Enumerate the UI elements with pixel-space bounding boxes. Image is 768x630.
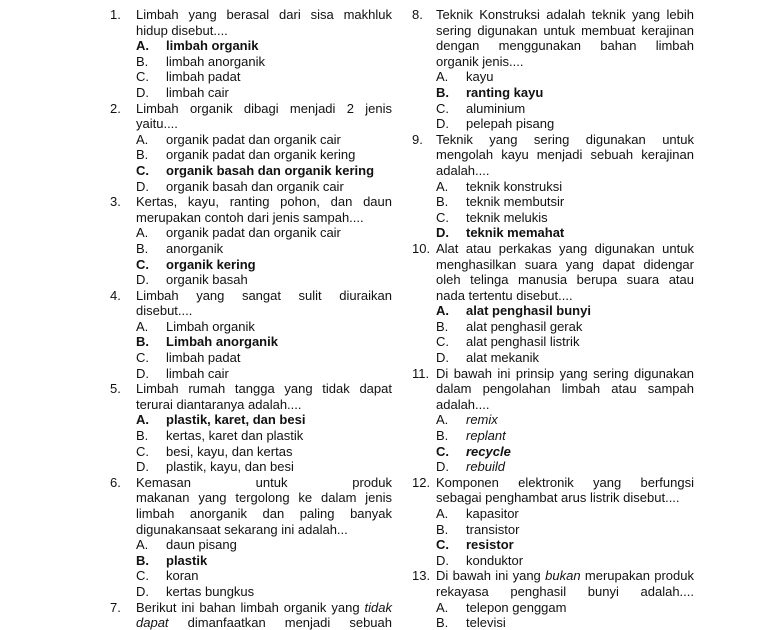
question-stem-line — [108, 381, 392, 397]
answer-option — [108, 459, 392, 475]
question-stem-line — [136, 23, 392, 39]
option-text: organik basah dan organik kering — [166, 162, 375, 178]
question-number: 6. — [110, 474, 121, 490]
answer-option — [406, 179, 694, 195]
question-number: 1. — [110, 7, 121, 22]
question-stem-line — [436, 381, 694, 397]
question-stem-line — [136, 490, 392, 506]
option-letter: C. — [136, 256, 149, 272]
question-text: tidak — [364, 599, 392, 615]
option-text: alat penghasil bunyi — [466, 303, 591, 319]
option-letter: C. — [436, 100, 449, 116]
option-letter: D. — [436, 225, 449, 241]
question-stem-line — [108, 194, 392, 210]
answer-option — [108, 584, 392, 600]
answer-option — [406, 615, 694, 630]
option-text: daun pisang — [166, 537, 237, 553]
question-stem-line — [108, 600, 392, 616]
question-text: hidup disebut.... — [136, 22, 228, 38]
question-text: dengan menggunakan bahan limbah — [436, 38, 694, 54]
option-text: televisi — [466, 615, 506, 630]
question-number: 12. — [412, 474, 431, 490]
answer-option-correct — [108, 334, 392, 350]
option-text: Limbah organik — [166, 318, 255, 334]
option-letter: A. — [136, 131, 149, 147]
answer-option — [108, 147, 392, 163]
option-text: teknik konstruksi — [466, 178, 563, 194]
question-stem-line — [436, 38, 694, 54]
option-text: transistor — [466, 521, 520, 537]
option-letter: D. — [436, 116, 449, 132]
question-stem-line — [108, 288, 392, 304]
question-stem-line — [136, 506, 392, 522]
option-letter: C. — [436, 537, 449, 553]
question-stem-line — [406, 241, 694, 257]
answer-option-correct — [406, 225, 694, 241]
option-letter: A. — [436, 69, 449, 85]
option-text: konduktor — [466, 552, 524, 568]
option-letter: B. — [436, 84, 449, 100]
option-text: pelepah pisang — [466, 116, 555, 132]
option-letter: C. — [136, 69, 149, 85]
answer-option — [108, 366, 392, 382]
answer-option-correct — [406, 444, 694, 460]
option-text: limbah organik — [166, 38, 259, 54]
option-text: resistor — [466, 537, 514, 553]
option-letter: B. — [136, 428, 149, 444]
question-number: 8. — [412, 7, 423, 22]
question-text: merupakan contoh dari jenis sampah.... — [136, 209, 364, 225]
option-letter: B. — [136, 552, 149, 568]
question — [406, 366, 694, 475]
question — [406, 132, 694, 241]
question-text: digunakansaat sekarang ini adalah... — [136, 521, 348, 537]
question-stem-line — [436, 397, 694, 413]
question-text: terurai diantaranya adalah.... — [136, 396, 302, 412]
answer-option — [108, 272, 392, 288]
option-letter: A. — [436, 506, 449, 521]
option-letter: A. — [136, 225, 149, 241]
answer-option — [406, 101, 694, 117]
question-stem-line — [436, 163, 694, 179]
option-letter: B. — [436, 615, 449, 630]
option-letter: D. — [436, 459, 449, 475]
answer-option — [406, 319, 694, 335]
option-letter: B. — [436, 318, 449, 334]
answer-option — [108, 179, 392, 195]
question-stem-line — [436, 23, 694, 39]
question-text: nada tertentu disebut.... — [436, 287, 573, 303]
answer-option-correct — [108, 38, 392, 54]
question-text: bukan — [545, 568, 581, 584]
question — [108, 475, 392, 600]
option-text: kayu — [466, 69, 494, 85]
option-text: koran — [166, 568, 199, 584]
answer-option — [108, 132, 392, 148]
question-text: sebagai penghambat arus listrik disebut.... — [436, 490, 680, 506]
answer-option — [108, 54, 392, 70]
option-letter: B. — [436, 521, 449, 537]
question — [406, 241, 694, 366]
answer-option-correct — [108, 553, 392, 569]
question-text: mengolah kayu menjadi sebuah kerajinan — [436, 147, 694, 163]
answer-option — [406, 350, 694, 366]
answer-option — [108, 85, 392, 101]
question-number: 2. — [110, 100, 121, 116]
answer-option — [406, 69, 694, 85]
option-text: plastik — [166, 552, 208, 568]
answer-option — [108, 537, 392, 553]
option-letter: A. — [436, 178, 449, 194]
option-text: teknik memahat — [466, 225, 565, 241]
question — [108, 194, 392, 288]
question-text: Limbah yang sangat sulit diuraikan — [136, 287, 392, 303]
option-text: organik padat dan organik kering — [166, 147, 356, 163]
option-text: organik padat dan organik cair — [166, 131, 341, 147]
option-letter: A. — [436, 412, 449, 428]
question-stem-line — [136, 210, 392, 226]
answer-option — [108, 69, 392, 85]
option-text: alat penghasil listrik — [466, 334, 580, 350]
option-text: rebuild — [466, 459, 506, 475]
question — [108, 288, 392, 382]
question-text: Teknik Konstruksi adalah teknik yang lebih — [436, 7, 694, 22]
option-text: limbah cair — [166, 365, 229, 381]
answer-option — [108, 428, 392, 444]
option-text: limbah padat — [166, 69, 241, 85]
question-number: 13. — [412, 568, 431, 584]
option-text: limbah anorganik — [166, 53, 266, 69]
option-text: limbah padat — [166, 350, 241, 366]
answer-option — [108, 444, 392, 460]
option-text: limbah cair — [166, 84, 229, 100]
option-text: kertas bungkus — [166, 583, 255, 599]
question-text: organik jenis.... — [436, 53, 524, 69]
option-letter: D. — [136, 583, 149, 599]
answer-option — [406, 553, 694, 569]
option-text: organik basah dan organik cair — [166, 178, 344, 194]
answer-option — [108, 241, 392, 257]
question-stem-line — [136, 615, 392, 630]
option-text: besi, kayu, dan kertas — [166, 443, 293, 459]
answer-option — [406, 428, 694, 444]
question — [108, 600, 392, 630]
question-text: Berikut ini bahan limbah organik yang — [136, 599, 365, 615]
question-stem-line — [108, 475, 392, 491]
answer-option — [108, 568, 392, 584]
answer-option — [108, 319, 392, 335]
question-number: 5. — [110, 381, 121, 397]
option-letter: D. — [436, 350, 449, 366]
option-text: telepon genggam — [466, 599, 567, 615]
question-text: Limbah yang berasal dari sisa makhluk — [136, 7, 392, 22]
option-letter: C. — [136, 350, 149, 366]
question-text: Kertas, kayu, ranting pohon, dan daun — [136, 194, 392, 210]
answer-option — [406, 459, 694, 475]
question-text: limbah anorganik dan paling banyak — [136, 506, 392, 521]
question-text: makanan yang tergolong ke dalam jenis — [136, 490, 392, 506]
option-text: recycle — [466, 443, 511, 459]
answer-option — [406, 334, 694, 350]
question-number: 10. — [412, 240, 431, 256]
answer-option — [406, 116, 694, 132]
option-text: organik basah — [166, 272, 248, 288]
question-stem-line — [436, 584, 694, 600]
question-text: dalam pengolahan limbah atau sampah — [436, 381, 694, 397]
question-text: menghasilkan suara yang dapat didengar — [436, 256, 694, 272]
option-text: plastik, karet, dan besi — [166, 412, 306, 428]
option-letter: C. — [436, 334, 449, 350]
option-letter: D. — [136, 365, 149, 381]
question-text: Alat atau perkakas yang digunakan untuk — [436, 240, 694, 256]
question-stem-line — [436, 257, 694, 273]
option-text: alat mekanik — [466, 350, 539, 366]
question-text: dapat — [136, 615, 169, 630]
question-text: dimanfaatkan menjadi sebuah — [168, 615, 392, 630]
option-letter: A. — [136, 318, 149, 334]
option-text: alat penghasil gerak — [466, 318, 583, 334]
question-text: Limbah rumah tangga yang tidak dapat — [136, 381, 392, 397]
option-letter: B. — [136, 334, 149, 350]
question-stem-line — [436, 147, 694, 163]
question-text: Di bawah ini yang — [436, 568, 546, 584]
question-stem-line — [108, 101, 392, 117]
option-letter: D. — [136, 178, 149, 194]
question-text: oleh telinga manusia berupa suara atau — [436, 272, 694, 288]
question-stem-line — [406, 132, 694, 148]
option-letter: A. — [136, 537, 149, 553]
option-text: replant — [466, 428, 506, 444]
answer-option-correct — [108, 163, 392, 179]
answer-option — [406, 210, 694, 226]
question-stem-line — [436, 54, 694, 70]
answer-option-correct — [406, 303, 694, 319]
answer-option — [406, 600, 694, 616]
option-text: Limbah anorganik — [166, 334, 278, 350]
option-letter: C. — [136, 443, 149, 459]
option-text: ranting kayu — [466, 84, 544, 100]
question — [108, 7, 392, 101]
question-stem-line — [406, 366, 694, 382]
question-text: adalah.... — [436, 396, 490, 412]
option-letter: D. — [136, 272, 149, 288]
answer-option — [406, 194, 694, 210]
question — [108, 381, 392, 475]
option-letter: D. — [136, 459, 149, 475]
answer-option — [108, 225, 392, 241]
question-text: Komponen elektronik yang berfungsi — [436, 474, 694, 490]
question-stem-line — [136, 116, 392, 132]
question-number: 3. — [110, 194, 121, 210]
question-text: sering digunakan untuk membuat kerajinan — [436, 22, 694, 38]
question-text: rekayasa penghasil bunyi adalah.... — [436, 583, 694, 599]
question-text: yaitu.... — [136, 116, 178, 132]
question-text: adalah.... — [436, 162, 490, 178]
option-text: kapasitor — [466, 506, 519, 521]
question-stem-line — [406, 475, 694, 491]
question — [108, 101, 392, 195]
question — [406, 568, 694, 630]
option-text: aluminium — [466, 100, 526, 116]
option-letter: C. — [136, 568, 149, 584]
answer-option-correct — [406, 85, 694, 101]
option-letter: D. — [136, 84, 149, 100]
question — [406, 475, 694, 569]
option-letter: B. — [436, 194, 449, 210]
question-number: 7. — [110, 599, 121, 615]
question-stem-line — [136, 522, 392, 538]
question-text: Teknik yang sering digunakan untuk — [436, 131, 694, 147]
question-stem-line — [436, 272, 694, 288]
question-stem-line — [436, 288, 694, 304]
option-text: plastik, kayu, dan besi — [166, 459, 294, 475]
question-stem-line — [406, 568, 694, 584]
option-letter: C. — [136, 162, 149, 178]
option-letter: A. — [136, 38, 149, 54]
question-stem-line — [108, 7, 392, 23]
question-stem-line — [406, 7, 694, 23]
question-stem-line — [136, 397, 392, 413]
right-column — [406, 7, 694, 630]
question — [406, 7, 694, 132]
answer-option — [406, 412, 694, 428]
question-number: 9. — [412, 131, 423, 147]
option-text: teknik melukis — [466, 209, 548, 225]
option-letter: D. — [436, 552, 449, 568]
option-letter: B. — [136, 147, 149, 163]
option-letter: A. — [436, 303, 449, 319]
question-number: 4. — [110, 287, 121, 303]
option-letter: A. — [436, 599, 449, 615]
answer-option-correct — [406, 537, 694, 553]
option-letter: C. — [436, 443, 449, 459]
question-stem-line — [136, 303, 392, 319]
option-text: anorganik — [166, 240, 224, 256]
question-text: Di bawah ini prinsip yang sering digunakan — [436, 365, 694, 381]
option-letter: A. — [136, 412, 149, 428]
option-text: kertas, karet dan plastik — [166, 428, 304, 444]
question-number: 11. — [412, 365, 430, 381]
question-text: disebut.... — [136, 303, 193, 319]
answer-option-correct — [108, 412, 392, 428]
question-text: Limbah organik dibagi menjadi 2 jenis — [136, 100, 392, 116]
answer-option — [406, 522, 694, 538]
option-letter: B. — [136, 53, 149, 69]
option-text: teknik membutsir — [466, 194, 565, 210]
option-letter: C. — [436, 209, 449, 225]
option-text: remix — [466, 412, 498, 428]
answer-option-correct — [108, 257, 392, 273]
question-text: Kemasan untuk produk — [136, 474, 392, 490]
answer-option — [406, 506, 694, 522]
option-text: organik kering — [166, 256, 256, 272]
question-text: merupakan produk — [580, 568, 695, 584]
answer-option — [108, 350, 392, 366]
option-letter: B. — [136, 240, 149, 256]
left-column — [108, 7, 392, 630]
option-letter: B. — [436, 428, 449, 444]
option-text: organik padat dan organik cair — [166, 225, 341, 241]
question-stem-line — [436, 490, 694, 506]
